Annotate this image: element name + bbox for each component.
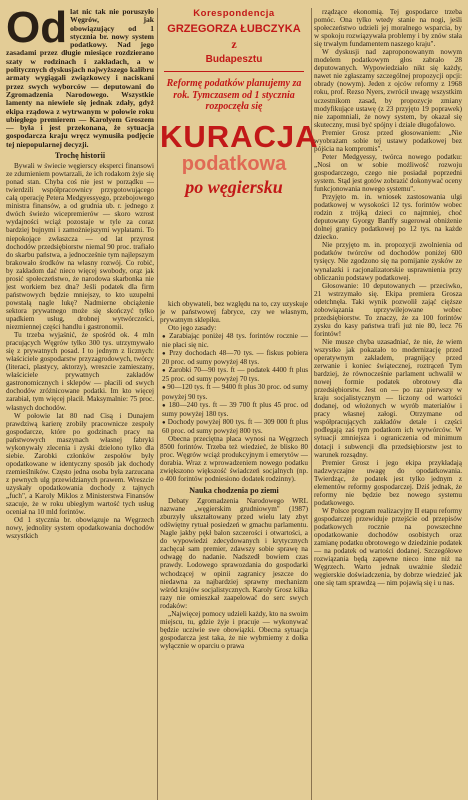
paragraph: W dyskusji nad zaproponowanym nowym modelem podatkowym głos zabrało 28 deputowanych. Wypowiedziało nikt się każdy, nawet nie zgłaszamy szczególnej propozycji opcji: obrady (nowym). Jeden z ojców reformy z 1968 roku, prof. Rezso Nyers, zwrócił uwagę wszystkim uczestnikom zasad, by propozycje zmiany modyfikujące ustawę (z 23 przyjęto 19 poprawek) nie zapomniali, że nowy system, by okazał się skuteczny, musi być spójny i dziale długofalowo. [314,48,462,129]
header-intro: Reformę podatków planujemy za rok. Tymczasem od 1 stycznia rozpoczęła się [166,78,302,112]
paragraph: Nie przyjęto m. in. propozycji zwolnienia od podatków twórców od dochodów poniżej 600 tysięcy. Nie zgodzono się na pomijanie zysków ze wynalazki i racjonalizatorskie usprawnienia przy obliczaniu podstawy podatkowej. [314,241,462,282]
tax-rule: ● 90—120 tys. ft — 9400 ft plus 30 proc. od sumy powyżej 90 tys. [160,383,308,400]
paragraph: Premier Grosz i jego ekipa przykładają nadzwyczajne uwagę do opodatkowania. Twierdząc, że podatek jest tylko jednym z elementów reformy gospodarczej. Dziś jednak, że reformy nie będzie bez nowego systemu podatkowego. [314,458,462,507]
paragraph: rządzące ekonomią. Tej gospodarce trzeba pomóc. Ona tylko wtedy stanie na nogi, jeśli społeczeństwo udzieli jej moralnego wsparcia, by w spokoju rozwiązywała problemy i by znów stała się trwałym fundamentem naszego kraju". [314,8,462,49]
header-label: Korespondencja [193,8,275,19]
paragraph: W Polsce program realizacyjny II etapu reformy gospodarczej przewiduje przejście od przepisów podatkowych rocznie na powszechne opodatkowanie dochodów osobistych oraz zamianę podatku obrotowego w dziedzinie podatek — na podatek od wartości dodanej. Szczegółowe rozwiązania będą zapewne nieco inne niż na Węgrzech. Warto jednak uważnie śledzić węgierskie doświadczenia, by dobrze wiedzieć jak one się tam sprawdzą — nim pojawią się i u nas. [314,506,462,588]
header-divider [164,71,304,72]
paragraph: Debaty Zgromadzenia Narodowego WRL nazwane „węgierskim grudniowym" (1987) zburzyły ukształtowany przed wielu laty zbyt odświętny rytuał posiedzeń w gmachu parlamentu. Nagle jakby pękł balon szczerości i otwartości, a do wypowiedzi zdecydowanych i krytycznych zachęcał sam premier, zdawszy sobie sprawę na odwagę do nadanie. Nadszedł bowiem czas prawdy. Lodowego sprawozdania do gospodarki wchodzącej w opinii zagranicy jeszcze do niedawna za najbardziej sprawny mechanizm wśród krajów socjalistycznych. Karoly Grosz kilka razy nie omieszkał zaapelować do serc swych rodaków: [160,497,308,610]
article-header [160,8,319,298]
subhead-walking: Nauka chodzenia po ziemi [189,486,279,496]
tax-rule: ● Dochody powyżej 800 tys. ft — 309 000 ft plus 60 proc. od sumy powyżej 800 tys. [160,418,308,435]
article-title-line3: po węgiersku [185,176,283,197]
paragraph: Głosowanie: 10 deputowanych — przeciwko, 21 wstrzymało się. Ekipa premiera Grosza odetchnęła. Taki wynik pozwolił zająć cięższe zobowiązania uprzywilejowane wobec przedsiębiorstw. To znaczy, że za 100 forintów zysku do kasy państwa trafi już nie 80, lecz 76 forintów! [314,281,462,338]
paragraph: Oto jego zasady: [168,324,217,333]
paragraph: Premier Grosz przed głosowaniem: „Nie wyobrażam sobie tej ustawy podatkowej bez pójścia na kompromis". [314,128,462,153]
column-rule-left [157,8,158,800]
paragraph: Przyjęto m. in. wniosek zastosowania ulgi podatkowej w wysokości 12 tys. forintów wobec rodzin z trójką dzieci co najmniej, choć deputowany Gyorgy Banffy sugerował obniżenie dolnej granicy podatkowej po 12 tys. na każde dziecko. [314,193,462,242]
column-3 [314,8,462,800]
subhead-history: Trochę historii [54,151,106,161]
paragraph: Nie musze chyba uzasadniać, że nie, że wiem wszystko jak pokazało to modernizację przed operatywnym zakładem, pragnijący przed zerwanie i koniec świątecznej, roztrąceń Tym bardziej, że równocześnie parlament uchwalił w nowej formie podatek obrotowy dla przedsiębiorstw. Jest on — po raz pierwszy w kraju socjalistycznym — liczony od wartości dodanej, od włożonych w wyrób materiałów i pracy własnej załogi. Otrzymane od współpracujących zakładów detale i części podlegają zaś tym podatkom ich wytwórców. W sytuacji zmniejsza i ograniczenia od minimum dotacji i subwencji dla przedsiębiorstw jest to warunek rozsądny. [314,337,462,459]
paragraph: Od 1 stycznia br. obowiązuje na Węgrzech nowy, jednolity system opodatkowania dochodów wszystkich [6,516,154,541]
tax-rule: ● 180—240 tys. ft — 39 700 ft plus 45 proc. od sumy powyżej 180 tys. [160,401,308,418]
paragraph: Obecna przeciętna płaca wynosi na Węgrzech 8500 forintów. Trzeba też wiedzieć, że blisko 80 proc. Węgrów wciąż produkcyjnym i emerytów — dorabia. Wraz z wprowadzeniem nowego podatku zwiększono większość świadczeń socjalnych (np. o 400 forintów podniesiono dodatek rodzinny). [160,434,308,483]
header-conj: z [231,37,237,51]
paragraph: Tu trzeba wyjaśnić, że spośród ok. 4 mln pracujących Węgrów tylko 300 tys. utrzymywało się z prywatnych posad. I to jednym z licznych: właściciele gospodarstw przyzagrodowych, twórcy (literaci, plastycy, aktorzy), wreszcie zamieszany, właściciele prywatnych zakładów gastronomicznych i sklepów — płacili od swych dochodów zróżnicowane podatki. Im kto więcej zarabiał, tym więcej płacił. Maksymalnie: 75 proc. własnych dochodów. [6,331,154,412]
tax-rule: ● Przy dochodach 48—70 tys. — fiskus pobiera 20 proc. od sumy powyżej 48 tys. [160,349,308,366]
tax-rule: ● Zarobki 70—90 tys. ft — podatek 4400 ft plus 25 proc. od sumy powyżej 70 tys. [160,366,308,383]
article-title-line2: podatkowa [181,152,287,175]
header-author: GRZEGORZA ŁUBCZYKA [167,23,301,35]
drop-cap: Od [6,8,68,52]
header-city: Budapesztu [205,54,263,65]
paragraph: Peter Medgyessy, twórca nowego podatku: „Nosi on w sobie możliwość rozwoju gospodarczego, czego nie posiadał poprzedni system. Stąd jest gotów zobrazić dokonywać oceny funkcjonowania nowego systemu". [314,152,462,194]
paragraph: Bywali w świecie węgierscy eksperci finansowi ze zdumieniem powtarzali, że ich rodakom żyje się ponad stan. Chyba coś nie jest w porządku — twierdzili współpracownicy przygotowującego całą operację Petera Medgyessyego, przebojowego ministra finansów, a od grudnia ub. r. jednego z dwóch świeżo wicepremierów — skoro wzrost wydajności wciąż pozostaje w tyle za coraz bardziej bujnymi i zamożniejszymi wypłatami. To niepokojące zwłaszcza — od lat przyrost dochodów przedsiębiorstw niemal 90 proc. trafiało do skarbu państwa, a jednocześnie tym najlepszym brakowało środków na własny rozwój. Co robić, by zakładom dać nieco więcej swobody, orąz jak prosić społeczeństwo, że narodowa skarbonka nie jest workiem bez dna? Jeśli podatek dla firm państwowych będzie mniejszy, to kto uzupełni powstałą nagle lukę? Nadmierne obciążenie sektora prywatnego może się skończyć tylko upadkiem usług, drobnej wytwórczości, niezmiennej części handlu i gastronomii. [6,162,154,332]
column-2 [160,300,308,800]
article-title: KURACJA [160,118,319,154]
tax-rule: ● Zarabiając poniżej 48 tys. forintów rocznie — nie płaci się nic. [160,332,308,349]
paragraph: kich obywateli, bez względu na to, czy uzyskuje je w państwowej fabryce, czy we własnym, prywatnym sklepiku. [160,300,308,325]
paragraph: „Najwięcej pomocy udzieli każdy, kto na swoim miejscu, tu, gdzie żyje i pracuje — wykonywać będzie ucziwie swe obowiązki. Obecna sytuacja gospodarcza jest taka, że nie wybrniemy z dołka wyłącznie w oparciu o prawa [160,609,308,650]
lead-paragraph: lat nic tak nie poruszyło Węgrów, jak obowiązujący od 1 stycznia br. nowy system podatkowy. Nad jego zasadami przez długie miesiące rozdzierano szaty w rodzinach i zakładach, a w politycznych dyskusjach najwyższego kalibru armaty wygiągali związkowcy i naciskani przez swych wyborców — deputowani do Zgromadzenia Narodowego. Wszystkie lamenty na niewiele się jednak zdały, gdyż ekipa rządowa z wytrwanym w połowie roku ubiegłego premierem — Karolyem Groszem — była i jest przekonana, że sytuacja gospodarcza kraju wręcz wymusiła podjęcie tej niepopularnej decyzji. [6,8,154,149]
paragraph: W połowie lat 80 nad Cisą i Dunajem prawdziwą karierę zrobiły pracownicze zespoły gospodarcze, które po godzinach pracy na państwowych maszynach własnej fabryki wykonywały zlecenia i zyski dzielono tylko dla siebie. Zarobki członków zespołów były opodatkowane w identyczny sposób jak dochody rzemieślników. Często jedna osoba była zarzucana z pewnych ulg przewidzianych prawem. Wreszcie uzyskały opodatkowania dochody z tajnych „fuch", a Karoly Miklos z Ministerstwa Finansów szacuje, że w roku ubiegłym wartość tych usług oceniał na 10 mld forintów. [6,411,154,517]
column-1 [6,8,154,800]
